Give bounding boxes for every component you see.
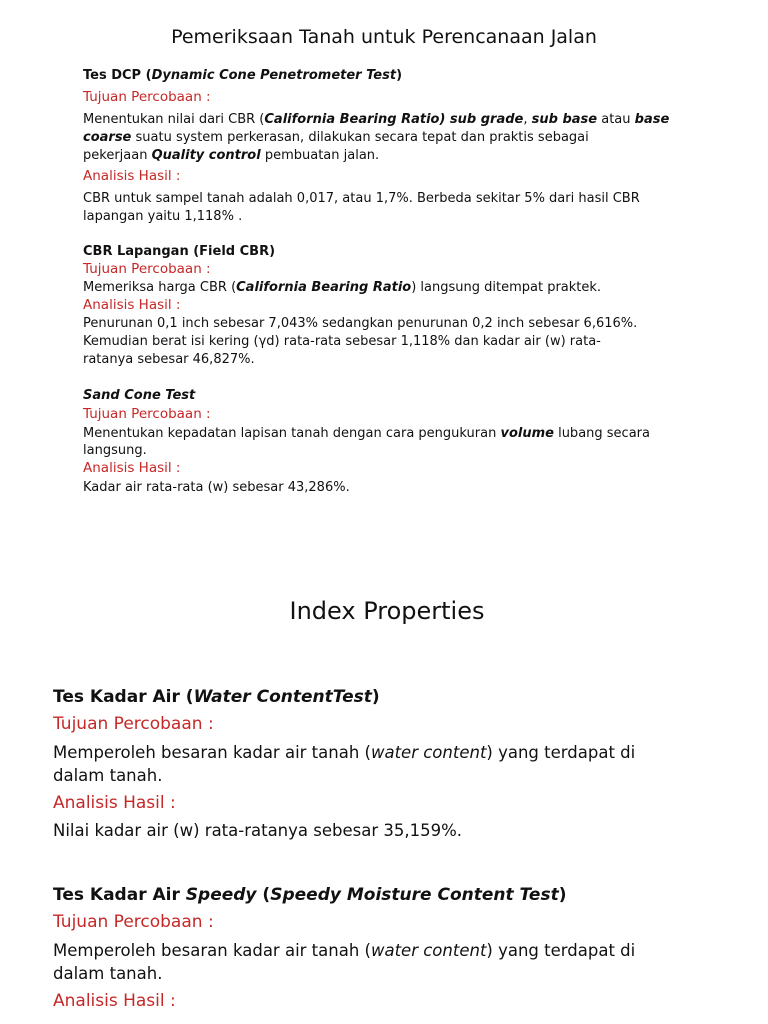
water-content-analisis-line: Nilai kadar air (w) rata-ratanya sebesar 35,159%. xyxy=(53,821,463,840)
sc-tb: volume xyxy=(500,426,554,441)
dcp-tujuan-line3 xyxy=(83,147,379,165)
dcp-t1c: , xyxy=(523,112,532,127)
dcp-t3c: pembuatan jalan. xyxy=(260,148,380,163)
sp-head-mid: ( xyxy=(256,885,271,905)
water-content-tujuan-line1 xyxy=(53,742,635,764)
field-cbr-analisis-line2: Kemudian berat isi kering (γd) rata-rata sebesar 1,118% dan kadar air (w) rata- xyxy=(83,334,601,349)
section-title-index-properties: Index Properties xyxy=(289,597,485,625)
sand-cone-analisis-line: Kadar air rata-rata (w) sebesar 43,286%. xyxy=(83,480,350,495)
dcp-t1e: atau xyxy=(597,112,635,127)
dcp-t3a: pekerjaan xyxy=(83,148,152,163)
speedy-tujuan-label: Tujuan Percobaan : xyxy=(53,912,214,932)
sand-cone-tujuan-line1 xyxy=(83,425,650,443)
sand-cone-heading: Sand Cone Test xyxy=(83,388,196,403)
dcp-t1b: California Bearing Ratio) sub grade xyxy=(264,112,524,127)
wc-tb: water content xyxy=(370,743,487,762)
field-cbr-tujuan-line xyxy=(83,279,601,297)
field-cbr-analisis-label: Analisis Hasil : xyxy=(83,297,181,313)
dcp-analisis-line1: CBR untuk sampel tanah adalah 0,017, atau 1,7%. Berbeda sekitar 5% dari hasil CBR xyxy=(83,191,640,206)
sp-head-suffix: ) xyxy=(558,885,567,905)
wc-head-suffix: ) xyxy=(371,687,380,707)
dcp-heading-prefix: Tes DCP ( xyxy=(83,68,152,83)
dcp-heading-italic: Dynamic Cone Penetrometer Test xyxy=(151,68,397,83)
dcp-t2a: coarse xyxy=(83,130,132,145)
fcbr-tb: California Bearing Ratio xyxy=(236,280,412,295)
water-content-tujuan-label: Tujuan Percobaan : xyxy=(53,714,214,734)
field-cbr-analisis-line3: ratanya sebesar 46,827%. xyxy=(83,352,255,367)
dcp-t1d: sub base xyxy=(531,112,598,127)
dcp-tujuan-line1 xyxy=(83,111,669,129)
water-content-heading xyxy=(53,687,380,707)
sand-cone-tujuan-label: Tujuan Percobaan : xyxy=(83,406,211,422)
wc-head-italic: Water ContentTest xyxy=(193,687,372,707)
fcbr-tc: ) langsung ditempat praktek. xyxy=(411,280,602,295)
water-content-analisis-label: Analisis Hasil : xyxy=(53,793,176,813)
sp-tb: water content xyxy=(370,941,487,960)
dcp-analisis-label: Analisis Hasil : xyxy=(83,168,181,184)
speedy-analisis-label: Analisis Hasil : xyxy=(53,991,176,1011)
dcp-tujuan-label: Tujuan Percobaan : xyxy=(83,89,211,105)
dcp-heading xyxy=(83,68,402,83)
wc-tc: ) yang terdapat di xyxy=(486,743,636,762)
sand-cone-analisis-label: Analisis Hasil : xyxy=(83,460,181,476)
fcbr-ta: Memeriksa harga CBR ( xyxy=(83,280,237,295)
field-cbr-heading: CBR Lapangan (Field CBR) xyxy=(83,244,276,259)
sp-head-italic2: Speedy Moisture Content Test xyxy=(270,885,559,905)
field-cbr-analisis-line1: Penurunan 0,1 inch sebesar 7,043% sedangkan penurunan 0,2 inch sebesar 6,616%. xyxy=(83,316,638,331)
speedy-tujuan-line1 xyxy=(53,940,635,962)
sc-ta: Menentukan kepadatan lapisan tanah dengan cara pengukuran xyxy=(83,426,501,441)
dcp-t2b: suatu system perkerasan, dilakukan secara tepat dan praktis sebagai xyxy=(131,130,589,145)
dcp-t1f: base xyxy=(634,112,670,127)
dcp-t1a: Menentukan nilai dari CBR ( xyxy=(83,112,265,127)
sp-head-prefix: Tes Kadar Air xyxy=(53,885,186,905)
speedy-heading xyxy=(53,885,567,905)
sp-head-italic1: Speedy xyxy=(185,885,257,905)
dcp-analisis-line2: lapangan yaitu 1,118% . xyxy=(83,209,243,224)
water-content-tujuan-line2: dalam tanah. xyxy=(53,766,163,785)
wc-head-prefix: Tes Kadar Air ( xyxy=(53,687,194,707)
dcp-tujuan-line2 xyxy=(83,129,589,147)
page-title: Pemeriksaan Tanah untuk Perencanaan Jalan xyxy=(171,26,597,48)
dcp-heading-suffix: ) xyxy=(396,68,403,83)
field-cbr-tujuan-label: Tujuan Percobaan : xyxy=(83,261,211,277)
dcp-t3b: Quality control xyxy=(151,148,261,163)
sand-cone-tujuan-line2: langsung. xyxy=(83,443,147,458)
sp-tc: ) yang terdapat di xyxy=(486,941,636,960)
wc-ta: Memperoleh besaran kadar air tanah ( xyxy=(53,743,371,762)
sc-tc: lubang secara xyxy=(553,426,650,441)
speedy-tujuan-line2: dalam tanah. xyxy=(53,964,163,983)
sp-ta: Memperoleh besaran kadar air tanah ( xyxy=(53,941,371,960)
